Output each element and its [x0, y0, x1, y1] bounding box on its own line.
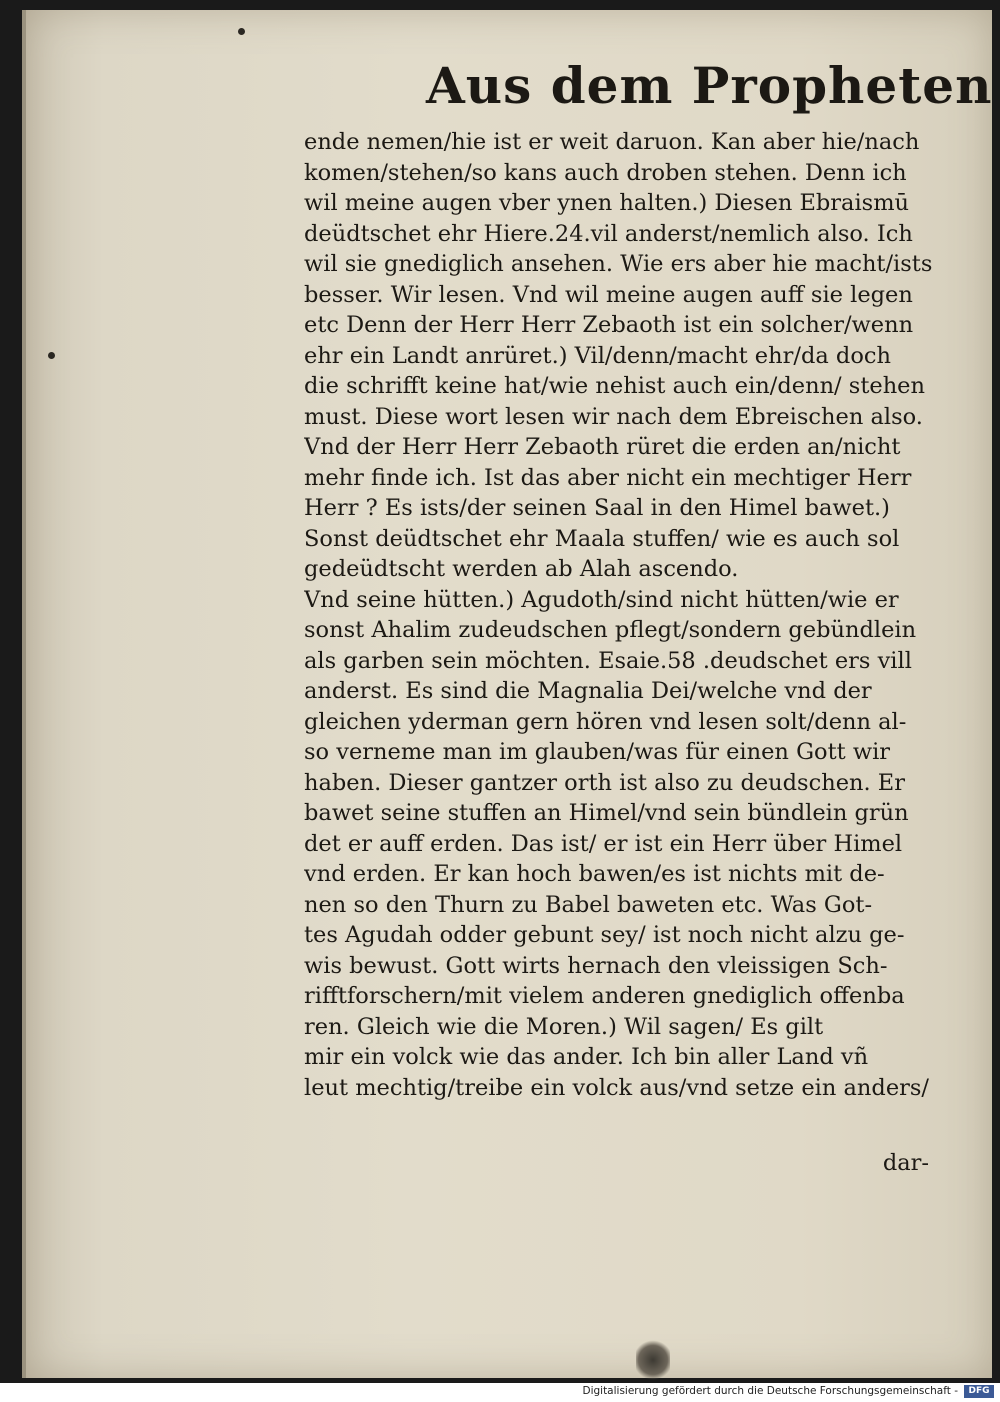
ink-dot: [238, 28, 245, 35]
text-line: die schrifft keine hat/wie nehist auch ein/denn/ stehen: [304, 373, 925, 399]
text-line: wil meine augen vber ynen halten.) Diesen Ebraismū: [304, 190, 910, 216]
text-line: etc Denn der Herr Herr Zebaoth ist ein solcher/wenn: [304, 312, 914, 338]
text-line: Vnd seine hütten.) Agudoth/sind nicht hütten/wie er: [304, 586, 899, 613]
book-page: [22, 10, 992, 1378]
body-text: [304, 127, 976, 1103]
text-line: wis bewust. Gott wirts hernach den vleissigen Sch-: [304, 952, 888, 979]
text-line: besser. Wir lesen. Vnd wil meine augen auff sie legen: [304, 281, 913, 308]
text-line: mehr finde ich. Ist das aber nicht ein mechtiger Herr: [304, 464, 912, 491]
text-line: so verneme man im glauben/was für einen Gott wir: [304, 739, 891, 765]
text-line: ehr ein Landt anrüret.) Vil/denn/macht ehr/da doch: [304, 342, 891, 369]
text-line: tes Agudah odder gebunt sey/ ist noch nicht alzu ge-: [304, 922, 905, 948]
text-line: Vnd der Herr Herr Zebaoth rüret die erden an/nicht: [304, 434, 901, 460]
text-line: gedeüdtscht werden ab Alah ascendo.: [304, 556, 739, 582]
text-line: wil sie gnediglich ansehen. Wie ers aber hie macht/ists: [304, 251, 933, 277]
text-line: Herr ? Es ists/der seinen Saal in den Himel bawet.): [304, 495, 890, 521]
text-line: ende nemen/hie ist er weit daruon. Kan aber hie/nach: [304, 129, 920, 155]
text-line: haben. Dieser gantzer orth ist also zu deudschen. Er: [304, 769, 905, 796]
page-stain: [636, 1340, 670, 1380]
text-line: sonst Ahalim zudeudschen pflegt/sondern gebündlein: [304, 617, 917, 643]
text-line: als garben sein möchten. Esaie.58 .deudschet ers vill: [304, 647, 912, 674]
text-line: anderst. Es sind die Magnalia Dei/welche vnd der: [304, 678, 872, 704]
running-head: Aus dem Propheten: [426, 56, 993, 115]
text-line: leut mechtig/treibe ein volck aus/vnd setze ein anders/: [304, 1074, 930, 1101]
text-line: Sonst deüdtschet ehr Maala stuffen/ wie es auch sol: [304, 525, 900, 552]
text-line: vnd erden. Er kan hoch bawen/es ist nichts mit de-: [304, 861, 885, 887]
text-line: ren. Gleich wie die Moren.) Wil sagen/ Es gilt: [304, 1013, 824, 1040]
footer-bar: [0, 1383, 1000, 1402]
text-line: nen so den Thurn zu Babel baweten etc. Was Got-: [304, 891, 873, 918]
text-line: komen/stehen/so kans auch droben stehen. Denn ich: [304, 159, 907, 186]
footer-credit: Digitalisierung gefördert durch die Deutsche Forschungsgemeinschaft -: [582, 1385, 958, 1397]
dfg-logo: DFG: [964, 1385, 994, 1398]
text-line: rifftforschern/mit vielem anderen gnediglich offenba: [304, 983, 905, 1009]
text-line: bawet seine stuffen an Himel/vnd sein bündlein grün: [304, 800, 909, 826]
text-line: det er auff erden. Das ist/ er ist ein Herr über Himel: [304, 830, 903, 857]
text-line: gleichen yderman gern hören vnd lesen solt/denn al-: [304, 708, 907, 735]
text-line: deüdtschet ehr Hiere.24.vil anderst/nemlich also. Ich: [304, 220, 913, 247]
catchword: dar-: [882, 1150, 929, 1176]
text-line: mir ein volck wie das ander. Ich bin aller Land vñ: [304, 1044, 869, 1070]
text-line: must. Diese wort lesen wir nach dem Ebreischen also.: [304, 403, 923, 430]
ink-dot: [48, 352, 55, 359]
